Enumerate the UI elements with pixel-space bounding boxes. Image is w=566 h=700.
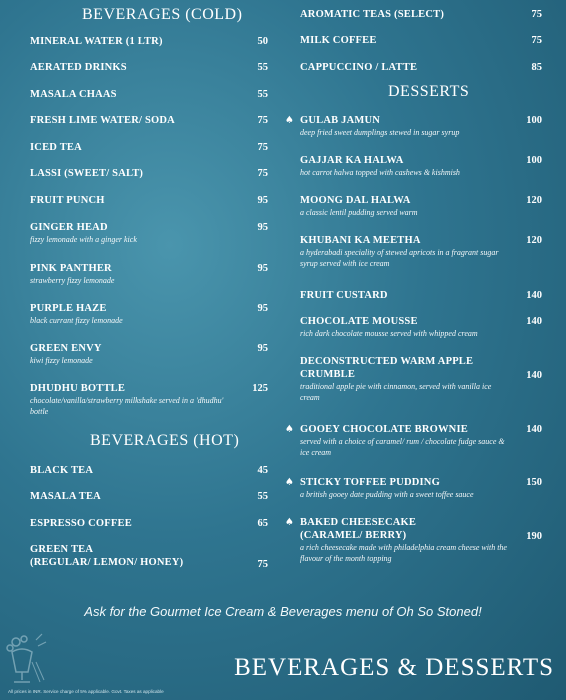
star-icon: ♠ — [285, 115, 294, 126]
menu-item — [30, 141, 272, 154]
ice-cream-glass-logo — [2, 632, 50, 686]
item-name: CAPPUCCINO / LATTE — [300, 62, 418, 73]
item-name: GULAB JAMUN — [300, 115, 381, 126]
item-name: GOOEY CHOCOLATE BROWNIE — [300, 424, 468, 435]
item-name: MASALA TEA — [30, 491, 101, 502]
item-price: 95 — [257, 222, 268, 233]
item-price: 140 — [526, 370, 542, 381]
item-description: black currant fizzy lemonade — [30, 316, 123, 325]
item-price: 95 — [257, 303, 268, 314]
item-name: FRESH LIME WATER/ SODA — [30, 115, 175, 126]
item-description: deep fried sweet dumplings stewed in sugar syrup — [300, 128, 460, 137]
item-name: DHUDHU BOTTLE — [30, 383, 126, 394]
item-price: 75 — [257, 115, 268, 126]
menu-item — [30, 464, 272, 477]
item-price: 75 — [257, 559, 268, 570]
menu-item — [30, 382, 272, 417]
item-name: GREEN ENVY — [30, 343, 102, 354]
item-price: 75 — [257, 142, 268, 153]
item-name: MOONG DAL HALWA — [300, 195, 411, 206]
item-price: 95 — [257, 343, 268, 354]
item-description: kiwi fizzy lemonade — [30, 356, 93, 365]
menu-item — [300, 34, 542, 47]
menu-item — [300, 8, 542, 21]
item-price: 140 — [526, 316, 542, 327]
item-description: a rich cheesecake made with philadelphia cream cheese with the flavour of the month topping — [300, 543, 507, 563]
item-price: 75 — [531, 35, 542, 46]
item-price: 55 — [257, 62, 268, 73]
item-description: hot carrot halwa topped with cashews & kishmish — [300, 168, 460, 177]
menu-item — [300, 234, 542, 269]
menu-item — [30, 194, 272, 207]
menu-item — [30, 262, 272, 286]
item-name: ESPRESSO COFFEE — [30, 518, 132, 529]
item-name: DECONSTRUCTED WARM APPLE CRUMBLE — [300, 356, 474, 380]
menu-item — [300, 61, 542, 74]
star-icon: ♠ — [285, 517, 294, 528]
item-description: a hyderabadi speciality of stewed apricots in a fragrant sugar syrup served with ice cream — [300, 248, 499, 268]
beverages-cold-heading: BEVERAGES (COLD) — [82, 6, 243, 23]
menu-item — [30, 543, 272, 569]
menu-item — [300, 194, 542, 218]
item-name: CHOCOLATE MOUSSE — [300, 316, 418, 327]
menu-item — [300, 154, 542, 178]
item-price: 75 — [257, 168, 268, 179]
item-name: BLACK TEA — [30, 465, 94, 476]
item-price: 190 — [526, 531, 542, 542]
menu-item — [30, 342, 272, 366]
menu-item — [30, 35, 272, 48]
item-name: KHUBANI KA MEETHA — [300, 235, 421, 246]
item-name: GINGER HEAD — [30, 222, 108, 233]
menu-item — [300, 315, 542, 339]
item-name: FRUIT PUNCH — [30, 195, 105, 206]
desserts-heading: DESSERTS — [388, 83, 470, 100]
item-name: STICKY TOFFEE PUDDING — [300, 477, 440, 488]
menu-item — [30, 517, 272, 530]
item-name: MASALA CHAAS — [30, 89, 117, 100]
item-name: ICED TEA — [30, 142, 82, 153]
item-name: GREEN TEA (REGULAR/ LEMON/ HONEY) — [30, 544, 184, 568]
item-name: BAKED CHEESECAKE (CARAMEL/ BERRY) — [300, 517, 417, 541]
item-name: PURPLE HAZE — [30, 303, 107, 314]
item-name: MILK COFFEE — [300, 35, 377, 46]
item-description: served with a choice of caramel/ rum / chocolate fudge sauce & ice cream — [300, 437, 505, 457]
menu-item — [285, 423, 542, 458]
item-price: 100 — [526, 155, 542, 166]
item-name: AERATED DRINKS — [30, 62, 127, 73]
item-name: GAJJAR KA HALWA — [300, 155, 404, 166]
item-price: 120 — [526, 235, 542, 246]
star-icon: ♠ — [285, 424, 294, 435]
item-price: 65 — [257, 518, 268, 529]
item-price: 45 — [257, 465, 268, 476]
menu-item — [300, 355, 542, 403]
item-description: chocolate/vanilla/strawberry milkshake served in a 'dhudhu' bottle — [30, 396, 224, 416]
menu-item — [300, 289, 542, 302]
item-price: 140 — [526, 424, 542, 435]
item-price: 85 — [531, 62, 542, 73]
item-description: fizzy lemonade with a ginger kick — [30, 235, 137, 244]
menu-item — [30, 302, 272, 326]
item-name: PINK PANTHER — [30, 263, 112, 274]
menu-item — [285, 114, 542, 138]
menu-item — [30, 88, 272, 101]
item-price: 95 — [257, 195, 268, 206]
menu-item — [30, 114, 272, 127]
menu-item — [30, 490, 272, 503]
menu-item — [285, 476, 542, 500]
gourmet-menu-note: Ask for the Gourmet Ice Cream & Beverages menu of Oh So Stoned! — [84, 604, 482, 619]
item-price: 150 — [526, 477, 542, 488]
item-description: a british gooey date pudding with a sweet toffee sauce — [300, 490, 474, 499]
star-icon: ♠ — [285, 477, 294, 488]
item-price: 50 — [257, 36, 268, 47]
item-price: 125 — [252, 383, 268, 394]
page-title: BEVERAGES & DESSERTS — [234, 654, 554, 681]
item-price: 140 — [526, 290, 542, 301]
item-price: 100 — [526, 115, 542, 126]
item-price: 95 — [257, 263, 268, 274]
item-description: a classic lentil pudding served warm — [300, 208, 418, 217]
menu-item — [285, 516, 542, 564]
fine-print: All prices in INR. Service charge of 5% applicable. Govt. Taxes as applicable — [8, 689, 164, 694]
item-price: 55 — [257, 89, 268, 100]
item-description: traditional apple pie with cinnamon, served with vanilla ice cream — [300, 382, 492, 402]
beverages-hot-heading: BEVERAGES (HOT) — [90, 432, 240, 449]
item-name: FRUIT CUSTARD — [300, 290, 388, 301]
item-price: 75 — [531, 9, 542, 20]
item-price: 120 — [526, 195, 542, 206]
item-name: LASSI (SWEET/ SALT) — [30, 168, 144, 179]
item-price: 55 — [257, 491, 268, 502]
menu-item — [30, 167, 272, 180]
item-description: strawberry fizzy lemonade — [30, 276, 115, 285]
item-name: AROMATIC TEAS (SELECT) — [300, 9, 445, 20]
item-description: rich dark chocolate mousse served with whipped cream — [300, 329, 478, 338]
item-name: MINERAL WATER (1 LTR) — [30, 36, 163, 47]
menu-item — [30, 221, 272, 245]
menu-item — [30, 61, 272, 74]
